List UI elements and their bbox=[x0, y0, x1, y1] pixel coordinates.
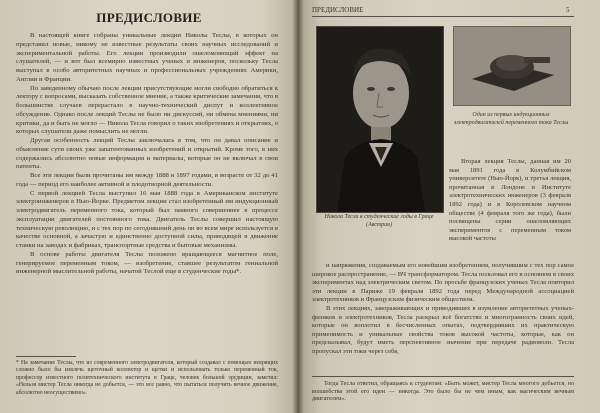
right-column-paragraph: Вторая лекция Теслы, данная им 20 мая 1891 года в Колумбийском университете (Нью-Йорк), и третья лекция, прочитанная в Лондоне в Институте электротехнических инженеров (3 февраля 1892 года) и в Королевском научном обществе (4 февраля того же года), были посвящены серии ошеломляющих экспериментов с переменным током высокой частоты bbox=[449, 158, 571, 243]
portrait-caption: Никола Тесла в студенческие годы в Граце (Австрия) bbox=[324, 214, 434, 228]
motor-caption: Один из первых индукционных электродвигателей переменного тока Теслы bbox=[453, 112, 569, 126]
left-paragraph: Другая особенность лекций Теслы заключалась в том, что он давал описание и объяснение сути своих уже запатентованных изобретений и открытий. Кроме того, в них содержались абсолютно новые информация и материалы, которые он не включал в свои патенты. bbox=[16, 137, 278, 171]
portrait-image bbox=[317, 27, 443, 212]
motor-image bbox=[454, 27, 570, 105]
left-footnote: * На замечание Теслы, что из современного электродвигателя, который создавал с помощью искрящих сложно было бы извлечь щеточный коллектор и щетки и использовать только переменный ток, профессор известного политехнического института в Граце, человек большой эрудиции, заметил: «Нельзя мистер Тесла никогда не добьется, — это все равно, что пытаться получить вечное движение, абсолютно неосуществимо». bbox=[16, 360, 278, 396]
right-paragraph: В этих лекциях, завораживающих и приводивших в изумление авторитетных ученых-физиков и электротехников, Тесла раскрыл всё богатство и многогранность своих идей, которые он воплотил в бесчисленных опытах, подтвердивших их практическую применимость и уникальные свойства токов высокой частоты, которые, как он предсказывал, будут иметь перспективное значение при передаче радиоволн. Тесла пропускал эти токи через себя, bbox=[312, 304, 574, 355]
left-paragraph: С первой лекцией Тесла выступил 16 мая 1888 года в Американском институте электроинженеров в Нью-Йорке. Предметом лекции стал изобретенный им индукционный электродвигатель переменного тока, который был намного совершеннее в процессе эксплуатации двигателей постоянного тока. Двигатель Теслы совершил настоящую техническую революцию, и с тех пор по сегодняшний день он во всем мире используется в качестве основной, а зачастую и единственно доступной силы, приводящей в движение станки на заводах и фабриках, транспортные средства и бытовые механизмы. bbox=[16, 189, 278, 249]
right-footnote bbox=[312, 381, 574, 404]
running-head: ПРЕДИСЛОВИЕ bbox=[312, 6, 364, 14]
left-page-body bbox=[16, 32, 278, 332]
footnote-divider bbox=[312, 376, 574, 377]
left-page bbox=[0, 0, 298, 413]
header-divider bbox=[312, 16, 574, 17]
motor-photo bbox=[453, 26, 571, 106]
left-paragraph: В настоящей книге собраны уникальные лекции Николы Теслы, в которых он представил новые, никому не известные результаты своих научных исследований и экспериментальной работы. Его лекции производили ошеломляющий эффект на слушателей, — и вот был всемирно известных ученых и инженеров, поскольку Тесла выступал в особо авторитетных научных и профессиональных учреждениях Америки, Англии и Франции. bbox=[16, 32, 278, 83]
page-number: 5 bbox=[566, 6, 570, 14]
right-paragraph: и напряжения, создаваемым его новейшим изобретением, получившим с тех пор самое широкое распространение, — ВЧ трансформатором. Тесла пользовал его в основном в своих экспериментах над электрическим светом. По просьбе французских ученых Тесла повторил эти лекции в Париже 19 февраля 1892 года перед Международной ассоциацией электротехников и Французским физическим обществом. bbox=[312, 262, 574, 304]
chapter-title: ПРЕДИСЛОВИЕ bbox=[96, 10, 202, 25]
left-paragraph: В основе работы двигателя Теслы положено вращающееся магнитное поле, генерируемое переменным током, — изобретение, ставшее результатом гениальной инженерной мыслительной работы, начатой Теслой еще в студенческие годы*. bbox=[16, 250, 278, 276]
book-gutter bbox=[292, 0, 304, 413]
right-footnote-text: Тогда Тесла ответил, обращаясь к студентам: «Быть может, мистер Тесла многого добьется, но волшебства этой его идеи — никогда. Это было бы не чем иным, как магическим вечным двигателем». bbox=[312, 381, 574, 403]
footnote-divider bbox=[16, 356, 76, 357]
portrait-photo bbox=[316, 26, 444, 213]
left-paragraph: Все эти лекции были прочитаны им между 1888 и 1897 годами, в возрасте от 32 до 41 года — период его наиболее активной и плодотворной деятельности. bbox=[16, 172, 278, 188]
right-page-body bbox=[312, 262, 574, 362]
left-paragraph: По заведенному обычаю после лекции присутствующие могли свободно обратиться к лектору с вопросами, высказать собственное мнение, а также критические замечания, что в большинстве случаев перерастало в научно-технический диспут и коллективное обсуждение. Однако после лекций Теслы не было ни дискуссий, ни обмена мнениями, ни критики, да и быть не могло — Никола Тесла говорил о таких изобретениях и открытиях, о которых слушатели даже помыслить не могли. bbox=[16, 84, 278, 136]
right-column-text bbox=[449, 158, 571, 256]
